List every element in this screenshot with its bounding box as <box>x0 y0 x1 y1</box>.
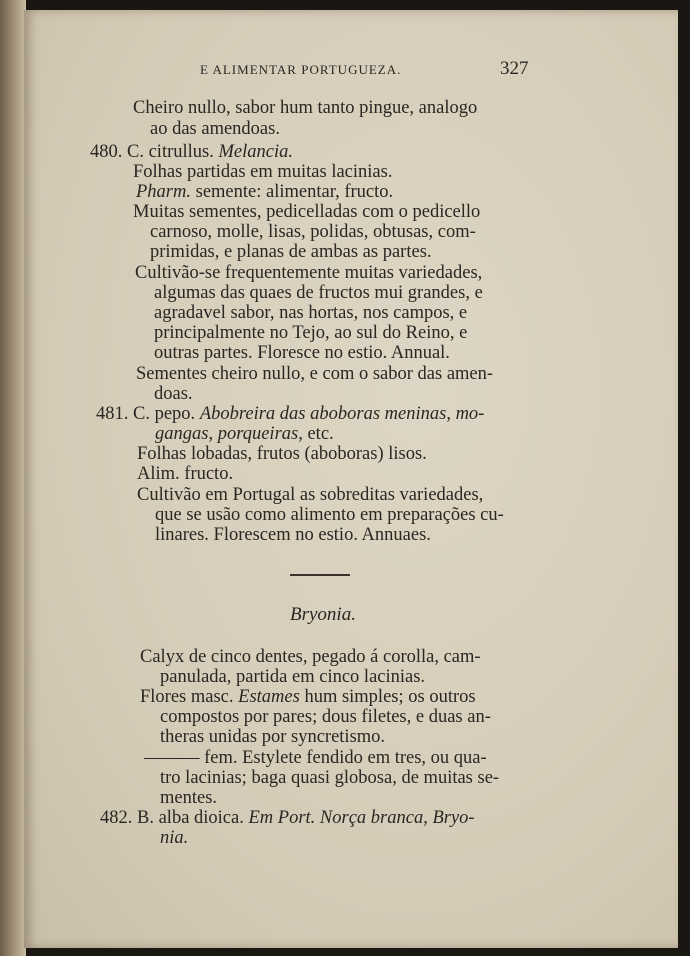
text-line: Cultivão-se frequentemente muitas variedades, <box>135 263 483 283</box>
text-line: ao das amendoas. <box>150 119 280 139</box>
text-line: Calyx de cinco dentes, pegado á corolla, cam- <box>140 647 481 667</box>
entry-482-heading: 482. B. alba dioica. Em Port. Norça branca, Bryo- <box>100 808 475 828</box>
entry-number: 481. <box>96 404 129 424</box>
common-name: gangas <box>155 424 209 444</box>
genus-name: B. alba dioica. <box>137 808 244 828</box>
text-line: Folhas partidas em muitas lacinias. <box>133 162 393 182</box>
flores-label: Flores masc. <box>140 687 234 707</box>
entry-481-heading: 481. C. pepo. Abobreira das aboboras meninas, mo- <box>96 404 485 424</box>
text-line <box>136 182 393 202</box>
text-line: Muitas sementes, pedicelladas com o pedicello <box>133 202 481 222</box>
text-line <box>160 828 188 848</box>
text-line <box>140 687 476 707</box>
flores-text: hum simples; os outros <box>304 687 476 707</box>
genus-name: C. citrullus. <box>127 142 214 162</box>
common-name: Em Port. Norça branca <box>248 808 424 828</box>
entry-480-heading <box>90 142 293 162</box>
text-line: principalmente no Tejo, ao sul do Reino, e <box>154 323 468 343</box>
common-name: mo- <box>455 404 485 424</box>
text-line: Folhas lobadas, frutos (aboboras) lisos. <box>137 444 427 464</box>
common-name: Melancia. <box>218 142 293 162</box>
pharm-label: Pharm. <box>136 182 191 202</box>
common-name: Bryo- <box>432 808 475 828</box>
section-title: Bryonia. <box>290 604 356 625</box>
text-line: gangas, porqueiras, etc. <box>155 424 334 444</box>
text-line: ——— fem. Estylete fendido em tres, ou qua- <box>144 748 487 768</box>
text-line: Sementes cheiro nullo, e com o sabor das amen- <box>136 364 494 384</box>
text-line: theras unidas por syncretismo. <box>160 727 386 747</box>
pharm-text: semente: alimentar, fructo. <box>195 182 394 202</box>
text-line: Cheiro nullo, sabor hum tanto pingue, analogo <box>133 98 478 118</box>
text-line: mentes. <box>160 788 218 808</box>
page-number: 327 <box>500 58 529 79</box>
entry-number: 482. <box>100 808 133 828</box>
text-line: outras partes. Floresce no estio. Annual. <box>154 343 450 363</box>
text-line: que se usão como alimento em preparações cu- <box>155 505 504 525</box>
text-line: linares. Florescem no estio. Annuaes. <box>155 525 431 545</box>
common-name: Abobreira das aboboras meninas <box>199 404 447 424</box>
text-line: carnoso, molle, lisas, polidas, obtusas, com- <box>150 222 476 242</box>
text-line: primidas, e planas de ambas as partes. <box>150 242 432 262</box>
text-line: Alim. fructo. <box>137 464 234 484</box>
text-line: tro lacinias; baga quasi globosa, de muitas se- <box>160 768 500 788</box>
section-divider <box>290 574 350 576</box>
common-name: nia. <box>160 828 189 848</box>
entry-number: 480. <box>90 142 123 162</box>
estames-label: Estames <box>238 687 300 707</box>
text-line: algumas das quaes de fructos mui grandes, e <box>154 283 483 303</box>
book-spine-edge <box>0 0 26 956</box>
etc-text: , etc. <box>298 424 334 444</box>
genus-name: C. pepo. <box>133 404 196 424</box>
common-name: porqueiras <box>217 424 299 444</box>
running-title: E ALIMENTAR PORTUGUEZA. <box>200 62 402 77</box>
text-line: compostos por pares; dous filetes, e duas an- <box>160 707 491 727</box>
text-line: agradavel sabor, nas hortas, nos campos, e <box>154 303 468 323</box>
text-line: Cultivão em Portugal as sobreditas variedades, <box>137 485 484 505</box>
text-line: doas. <box>154 384 193 404</box>
text-line: panulada, partida em cinco lacinias. <box>160 667 426 687</box>
